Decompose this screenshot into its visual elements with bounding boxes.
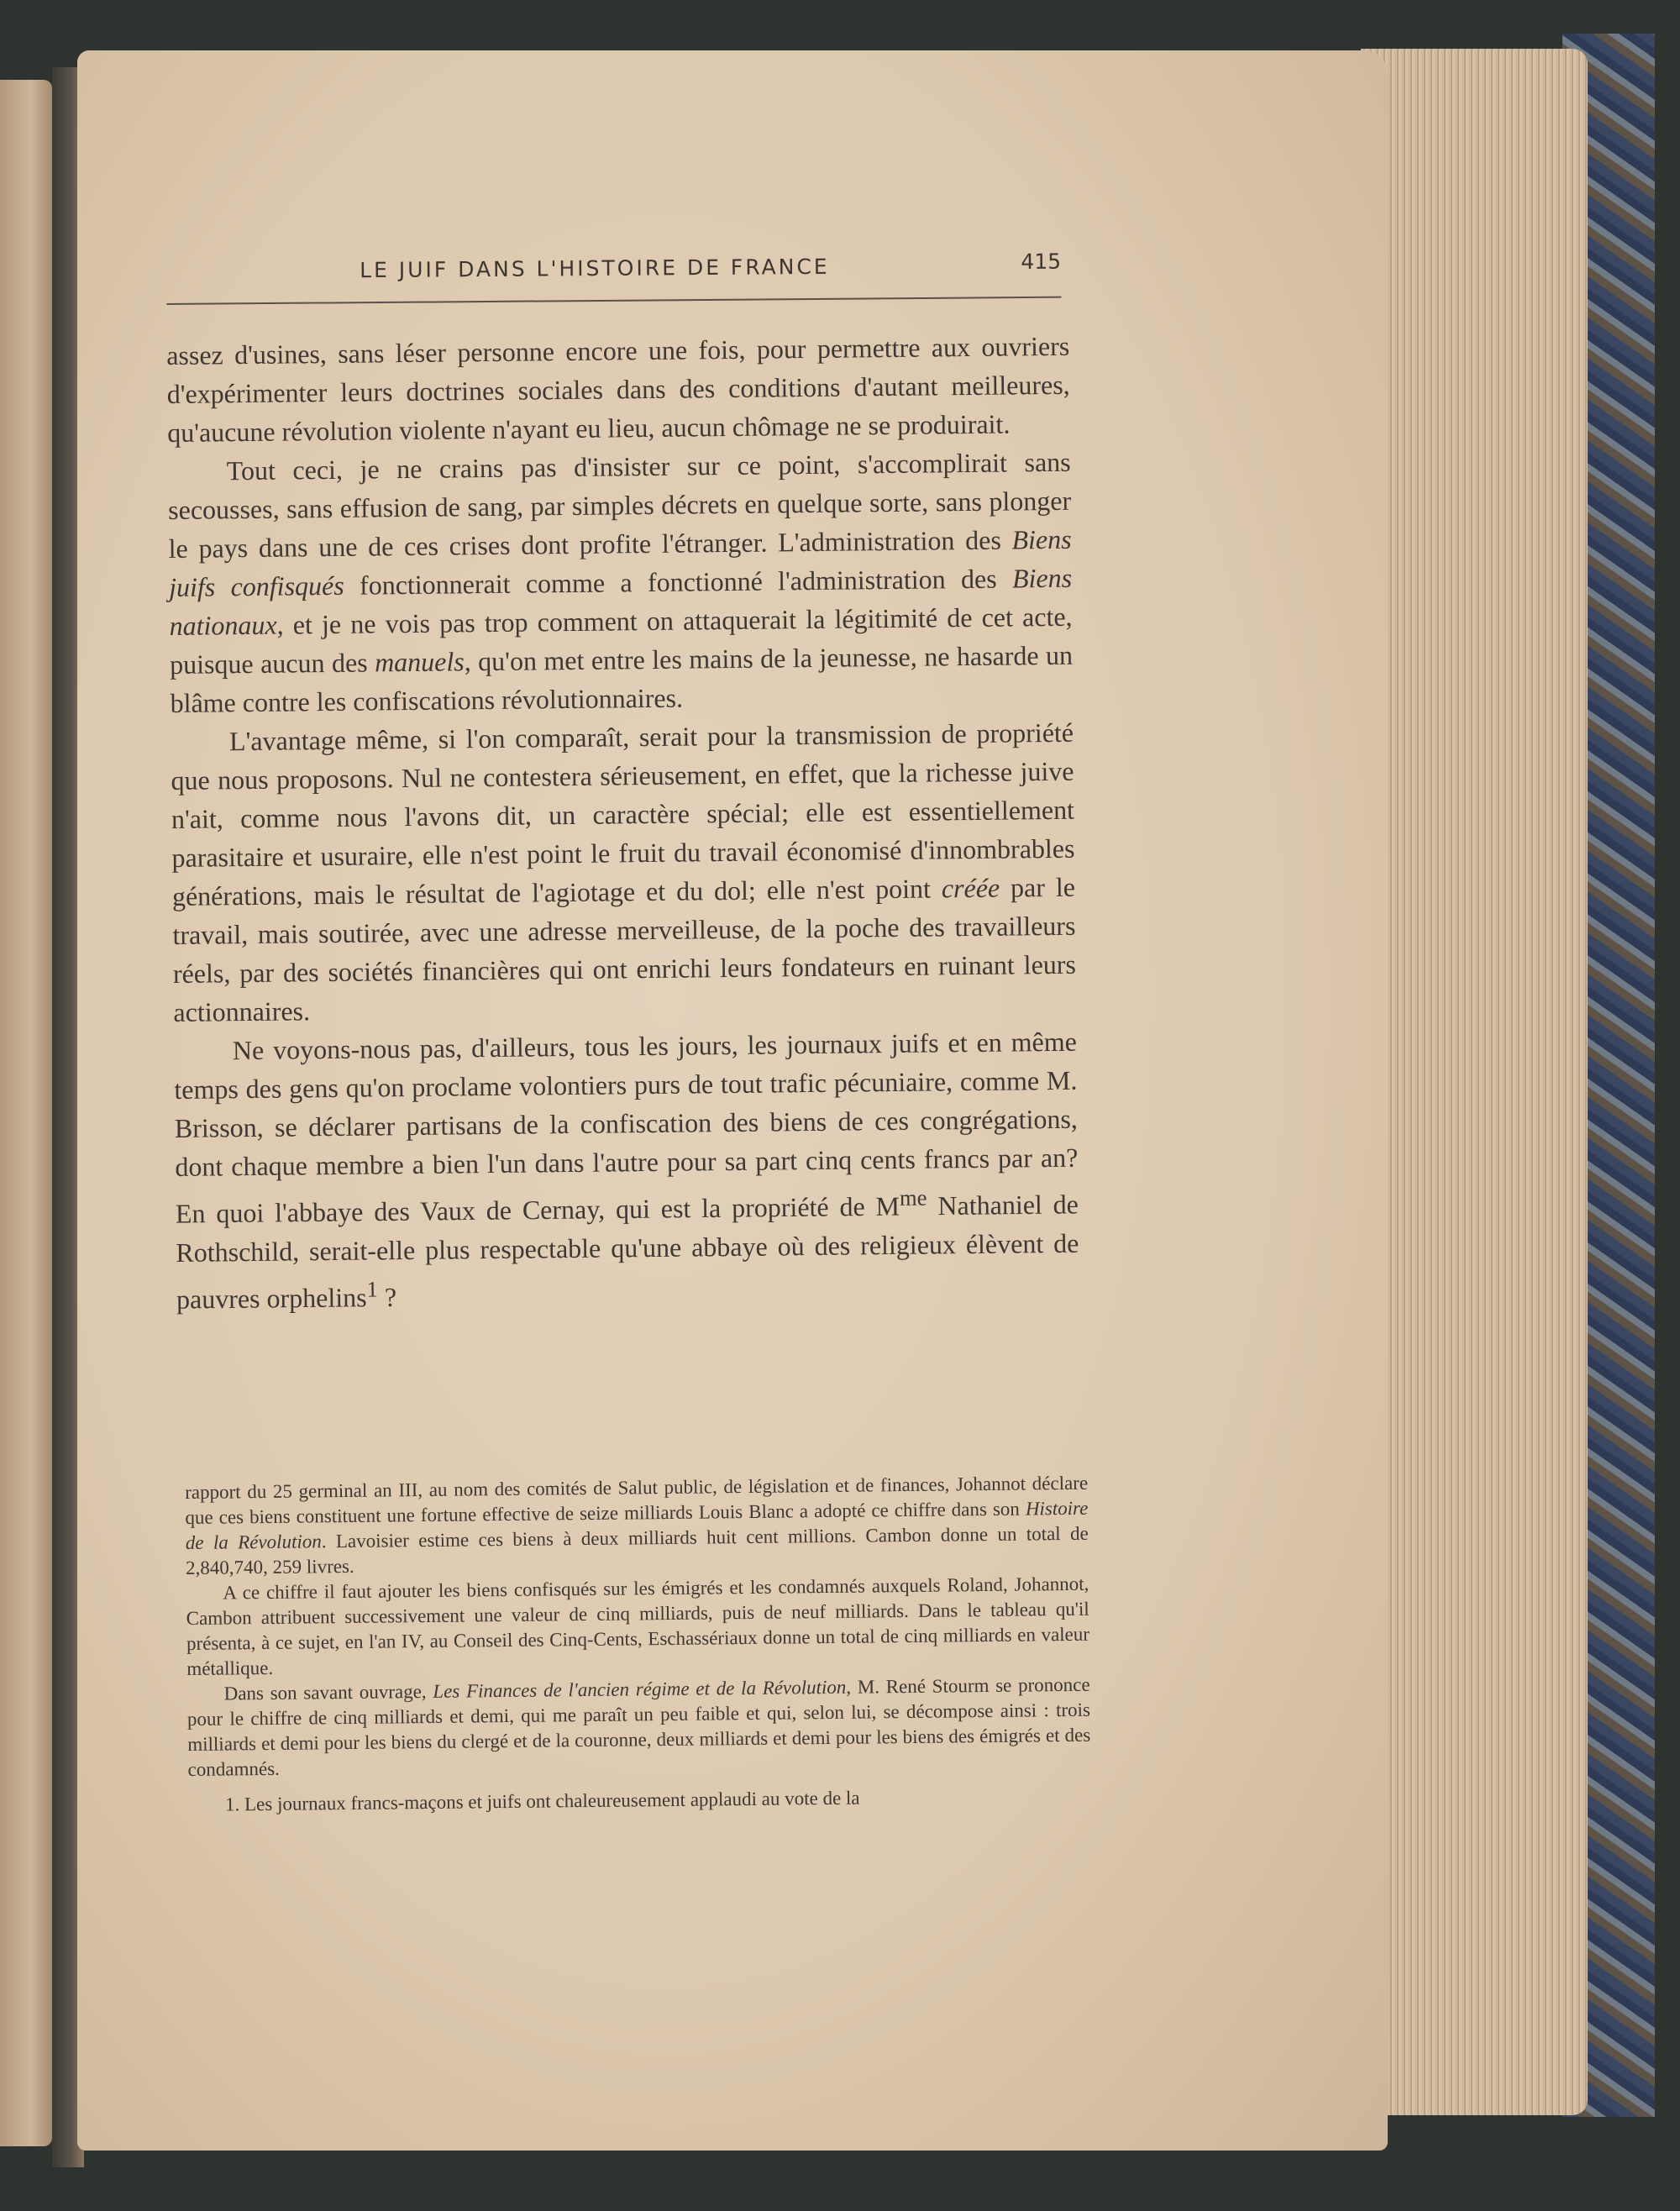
italic-manuels: manuels <box>374 646 465 678</box>
main-text <box>166 327 1079 1319</box>
footnote-continuation: rapport du 25 germinal an III, au nom des comités de Salut public, de législation et de finances, Johannot déclare que ces biens constituent une fortune effective de seize milliards Louis Blanc a adopté ce chiffre dans son Histoire de la Révolution. Lavoisier estime ces biens à deux milliards huit cent millions. Cambon donne un total de 2,840,740, 259 livres. <box>185 1472 1089 1578</box>
header-rule <box>166 297 1061 305</box>
footnote-1: 1. Les journaux francs-maçons et juifs ont chaleureusement applaudi au vote de la <box>224 1787 860 1815</box>
running-title: LE JUIF DANS L'HISTOIRE DE FRANCE <box>360 254 830 283</box>
footnote-paragraph-2: A ce chiffre il faut ajouter les biens confisqués sur les émigrés et les condamnés auxquels Roland, Johannot, Cambon attribuent successivement une valeur de cinq milliards, puis de neuf milliards. Dans le tableau qu'il présenta, à ce sujet, en l'an IV, au Conseil des Cinq-Cents, Eschassériaux donne un total de cinq milliards en valeur métallique. <box>186 1573 1090 1679</box>
superscript-me: me <box>899 1184 927 1211</box>
footnotes <box>185 1471 1091 1818</box>
footnote-ref-1: 1 <box>366 1276 378 1302</box>
paragraph-2: Tout ceci, je ne crains pas d'insister sur ce point, s'accomplirait sans secousses, sans effusion de sang, par simples décrets en quelque sorte, sans plonger le pays dans une de ces crises dont profite l'étranger. L'administration des Biens juifs confisqués fonctionnerait comme a fonctionné l'administration des Biens nationaux, et je ne vois pas trop comment on attaquerait la légitimité de cet acte, puisque aucun des manuels, qu'on met entre les mains de la jeunesse, ne hasarde un blâme contre les confiscations révolutionnaires. <box>167 446 1074 718</box>
left-page-edge <box>0 80 52 2146</box>
footnote-paragraph-3: Dans son savant ouvrage, Les Finances de l'ancien régime et de la Révolution, M. René Stourm se prononce pour le chiffre de cinq milliards et demi, qui me paraît un peu faible et qui, selon lui, se décompose ainsi : trois milliards et demi pour les biens du clergé et de la couronne, deux milliards et demi pour les biens des émigrés et des condamnés. <box>186 1673 1091 1780</box>
italic-biens-nationaux: Biens nationaux <box>169 562 1073 641</box>
paragraph-4: Ne voyons-nous pas, d'ailleurs, tous les jours, les journaux juifs et en même temps des gens qu'on proclame volontiers purs de tout trafic pécuniaire, comme M. Brisson, se déclarer partisans de la confiscation des biens de ces congrégations, dont chaque membre a bien l'un dans l'autre pour sa part cinq cents francs par an? En quoi l'abbaye des Vaux de Cernay, qui est la propriété de $M^{me}$ Nathaniel de Rothschild, serait-elle plus respectable qu'une abbaye où des religieux élèvent de pauvres orphelins$^1$ ? <box>174 1026 1079 1315</box>
paragraph-1: assez d'usines, sans léser personne encore une fois, pour permettre aux ouvriers d'expérimenter leurs doctrines sociales dans des conditions d'autant meilleures, qu'aucune révolution violente n'ayant eu lieu, aucun chômage ne se produirait. <box>166 330 1070 448</box>
page-edges <box>1361 49 1588 2115</box>
italic-creee: créée <box>941 872 1000 904</box>
page-header <box>166 249 1062 315</box>
italic-biens-juifs: Biens juifs confisqués <box>168 523 1072 602</box>
page-number: 415 <box>1021 249 1062 275</box>
paragraph-3: L'avantage même, si l'on comparaît, serait pour la transmission de propriété que nous proposons. Nul ne contestera sérieusement, en effet, que la richesse juive n'ait, comme nous l'avons dit, un caractère spécial; elle est essentiellement parasitaire et usuraire, elle n'est point le fruit du travail économisé d'innombrables générations, mais le résultat de l'agiotage et du dol; elle n'est point créée par le travail, mais soutirée, avec une adresse merveilleuse, de la poche des travailleurs réels, par des sociétés financières qui ont enrichi leurs fondateurs en ruinant leurs actionnaires. <box>171 717 1077 1027</box>
